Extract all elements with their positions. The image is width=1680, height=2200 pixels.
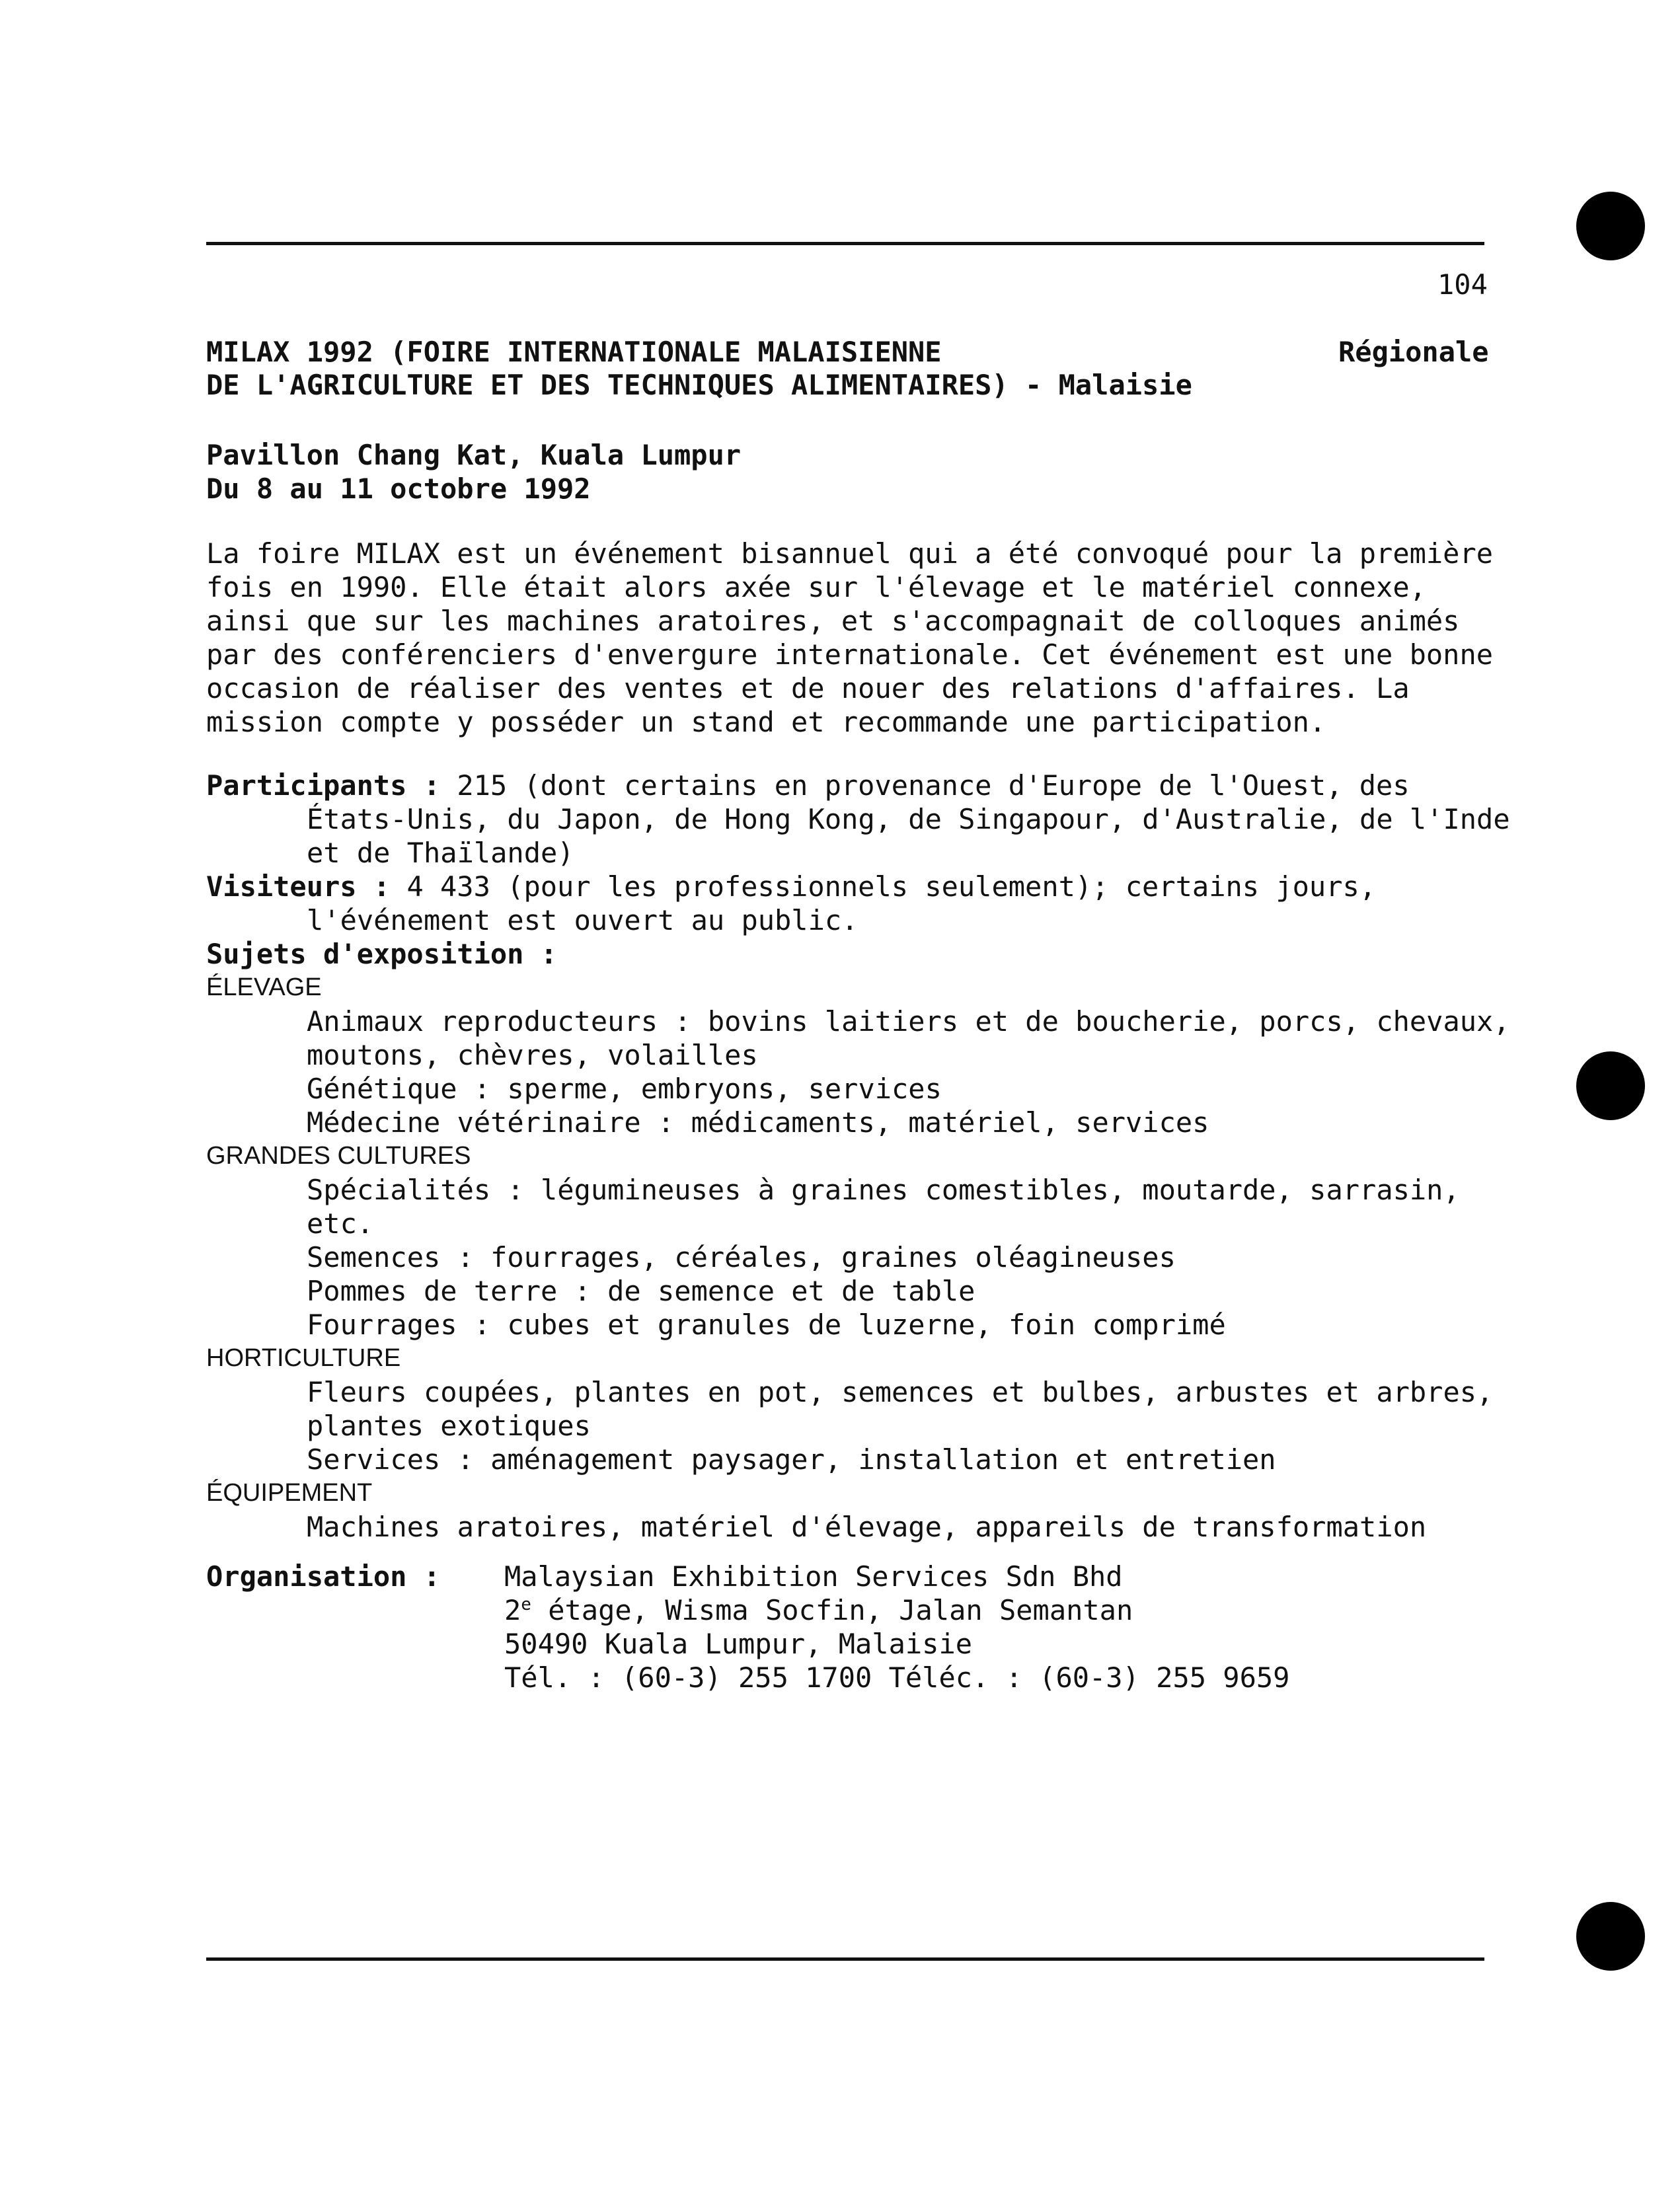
- floor-ordinal: e: [521, 1595, 531, 1614]
- event-category: Régionale: [1338, 336, 1489, 368]
- event-title-line1: MILAX 1992 (FOIRE INTERNATIONALE MALAISIENNE: [206, 336, 942, 368]
- organisation-phone: Tél. : (60-3) 255 1700 Téléc. : (60-3) 255 9659: [504, 1661, 1290, 1694]
- event-dates: Du 8 au 11 octobre 1992: [206, 473, 591, 505]
- grandes-cultures-item: Semences : fourrages, céréales, graines oléagineuses: [307, 1241, 1176, 1273]
- punch-hole-bottom: [1576, 1902, 1645, 1971]
- intro-line: La foire MILAX est un événement bisannuel qui a été convoqué pour la première: [206, 537, 1494, 570]
- equipement-item: Machines aratoires, matériel d'élevage, appareils de transformation: [307, 1511, 1427, 1543]
- event-title-line2: DE L'AGRICULTURE ET DES TECHNIQUES ALIMENTAIRES) - Malaisie: [206, 369, 1192, 401]
- horticulture-item: Fleurs coupées, plantes en pot, semences et bulbes, arbustes et arbres,: [307, 1376, 1494, 1408]
- section-heading-equipement: ÉQUIPEMENT: [206, 1479, 373, 1507]
- organisation-address: [504, 1560, 1289, 1694]
- grandes-cultures-item: etc.: [307, 1207, 374, 1240]
- horticulture-item: Services : aménagement paysager, installation et entretien: [307, 1443, 1276, 1476]
- elevage-item: Animaux reproducteurs : bovins laitiers et de boucherie, porcs, chevaux,: [307, 1005, 1510, 1038]
- grandes-cultures-item: Fourrages : cubes et granules de luzerne, foin comprimé: [307, 1309, 1226, 1341]
- intro-line: fois en 1990. Elle était alors axée sur l'élevage et le matériel connexe,: [206, 571, 1426, 603]
- participants-count: 215 (dont certains en provenance d'Europe de l'Ouest, des: [457, 769, 1410, 802]
- participants-line2: États-Unis, du Japon, de Hong Kong, de Singapour, d'Australie, de l'Inde: [307, 803, 1510, 835]
- punch-hole-middle: [1576, 1051, 1645, 1120]
- visitors-count: 4 433 (pour les professionnels seulement); certains jours,: [406, 870, 1377, 903]
- punch-hole-top: [1576, 192, 1645, 260]
- grandes-cultures-item: Spécialités : légumineuses à graines comestibles, moutarde, sarrasin,: [307, 1174, 1460, 1206]
- intro-line: occasion de réaliser des ventes et de nouer des relations d'affaires. La: [206, 672, 1410, 704]
- intro-line: par des conférenciers d'envergure internationale. Cet événement est une bonne: [206, 638, 1494, 671]
- participants-line3: et de Thaïlande): [307, 837, 574, 869]
- elevage-item: moutons, chèvres, volailles: [307, 1039, 758, 1071]
- elevage-item: Médecine vétérinaire : médicaments, matériel, services: [307, 1106, 1209, 1139]
- details-block: [206, 769, 1510, 1544]
- organisation-city: 50490 Kuala Lumpur, Malaisie: [504, 1628, 973, 1660]
- intro-line: ainsi que sur les machines aratoires, et s'accompagnait de colloques animés: [206, 605, 1460, 637]
- section-heading-horticulture: HORTICULTURE: [206, 1344, 401, 1372]
- horticulture-item: plantes exotiques: [307, 1410, 591, 1442]
- section-heading-elevage: ÉLEVAGE: [206, 973, 322, 1001]
- participants-line1: [206, 769, 1510, 802]
- intro-paragraph: [206, 537, 1493, 739]
- elevage-item: Génétique : sperme, embryons, services: [307, 1073, 942, 1105]
- floor-number: 2: [504, 1594, 521, 1626]
- visitors-label: Visiteurs :: [206, 870, 391, 903]
- subjects-label: Sujets d'exposition :: [206, 938, 558, 970]
- participants-label: Participants :: [206, 769, 441, 802]
- grandes-cultures-item: Pommes de terre : de semence et de table: [307, 1275, 975, 1307]
- organisation-street: [504, 1593, 1289, 1627]
- visitors-line1: [206, 870, 1510, 903]
- event-venue: Pavillon Chang Kat, Kuala Lumpur: [206, 439, 742, 471]
- visitors-line2: l'événement est ouvert au public.: [307, 904, 859, 936]
- organisation-name: Malaysian Exhibition Services Sdn Bhd: [504, 1560, 1123, 1593]
- intro-line: mission compte y posséder un stand et recommande une participation.: [206, 706, 1326, 738]
- floor-rest: étage, Wisma Socfin, Jalan Semantan: [531, 1594, 1133, 1626]
- bottom-rule: [206, 1957, 1484, 1961]
- page-number: 104: [1437, 268, 1488, 301]
- organisation-label: Organisation :: [206, 1560, 441, 1593]
- top-rule: [206, 242, 1484, 245]
- section-heading-grandes-cultures: GRANDES CULTURES: [206, 1142, 471, 1170]
